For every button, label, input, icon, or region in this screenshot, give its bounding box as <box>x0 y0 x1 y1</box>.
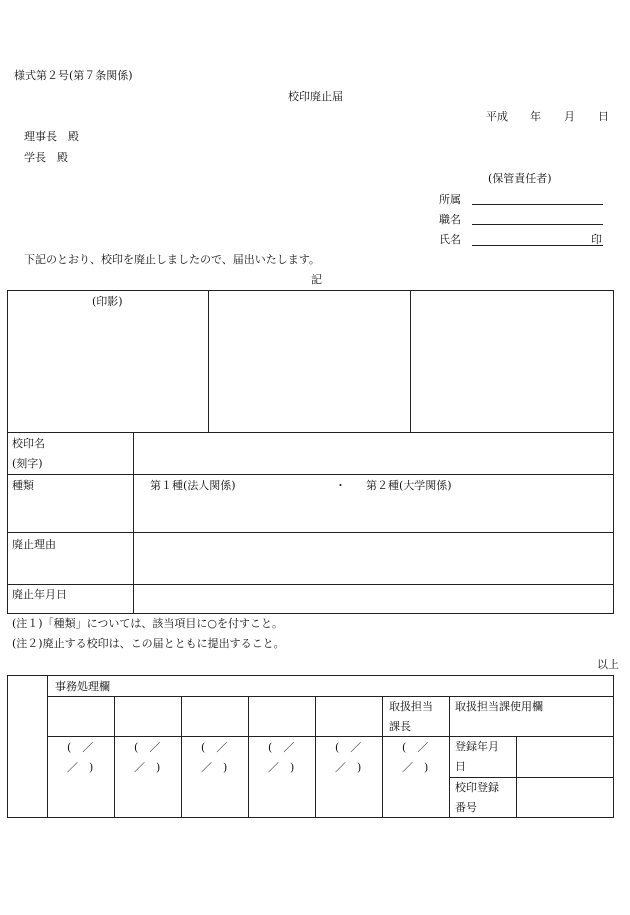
seal-name-field[interactable] <box>136 435 611 472</box>
registration-date-field[interactable] <box>519 739 611 775</box>
divider <box>7 432 614 433</box>
processing-title: 事務処理欄 <box>55 680 110 693</box>
abolition-date-label: 廃止年月日 <box>12 588 67 601</box>
divider <box>382 696 383 818</box>
approval-date-slot-1[interactable]: ( ／ ／ ) <box>67 741 94 774</box>
seal-name-label: 校印名 (刻字) <box>12 437 45 470</box>
addressee-chairman: 理事長 殿 <box>24 130 79 143</box>
handler-section-label: 取扱担当課使用欄 <box>455 700 543 713</box>
date-year: 年 <box>530 110 541 123</box>
divider <box>47 736 614 737</box>
divider <box>7 532 614 533</box>
custodian-heading: (保管責任者) <box>488 172 552 185</box>
type-separator: ・ <box>335 479 346 492</box>
divider <box>7 584 614 585</box>
name-field[interactable] <box>472 245 603 246</box>
addressee-president: 学長 殿 <box>24 151 68 164</box>
affiliation-field[interactable] <box>472 204 603 205</box>
approval-date-slot-3[interactable]: ( ／ ／ ) <box>201 741 228 774</box>
handler-chief-label: 取扱担当 課長 <box>389 700 433 733</box>
page-title: 校印廃止届 <box>288 90 343 103</box>
abolition-date-field[interactable] <box>136 587 611 612</box>
date-month: 月 <box>564 110 575 123</box>
type-option-2[interactable]: 第２種(大学関係) <box>366 479 452 492</box>
seal-impression-label: (印影) <box>92 295 123 308</box>
seal-impression-box-3[interactable] <box>413 293 611 430</box>
divider <box>410 290 411 432</box>
date-era: 平成 <box>486 110 508 123</box>
divider <box>315 696 316 818</box>
divider <box>248 696 249 818</box>
divider <box>114 696 115 818</box>
closing-text: 以上 <box>597 658 619 671</box>
form-number: 様式第２号(第７条関係) <box>14 69 133 82</box>
divider <box>516 736 517 818</box>
note-1: (注１)「種類」については、該当項目に○を付すこと。 <box>12 617 283 630</box>
approval-date-slot-2[interactable]: ( ／ ／ ) <box>134 741 161 774</box>
divider <box>7 474 614 475</box>
type-label: 種類 <box>12 479 34 492</box>
approval-date-slot-5[interactable]: ( ／ ／ ) <box>335 741 362 774</box>
approval-date-slot-6[interactable]: ( ／ ／ ) <box>402 741 429 774</box>
ki-heading: 記 <box>311 273 322 286</box>
seal-impression-box-2[interactable] <box>211 293 408 430</box>
reason-field[interactable] <box>136 535 611 582</box>
seal-registration-number-field[interactable] <box>519 780 611 816</box>
seal-registration-number-label: 校印登録 番号 <box>455 781 499 814</box>
type-option-1[interactable]: 第１種(法人関係) <box>150 479 236 492</box>
divider <box>181 696 182 818</box>
approval-date-slot-4[interactable]: ( ／ ／ ) <box>268 741 295 774</box>
affiliation-label: 所属 <box>439 193 461 206</box>
reason-label: 廃止理由 <box>12 538 56 551</box>
position-label: 職名 <box>439 213 461 226</box>
intro-text: 下記のとおり、校印を廃止しましたので、届出いたします。 <box>24 253 320 266</box>
note-2: (注２)廃止する校印は、この届とともに提出すること。 <box>12 637 285 650</box>
divider <box>208 290 209 432</box>
registration-date-label: 登録年月 日 <box>455 740 499 773</box>
divider <box>449 696 450 818</box>
name-label: 氏名 <box>439 233 461 246</box>
seal-impression-box-1[interactable] <box>10 310 206 430</box>
position-field[interactable] <box>472 224 603 225</box>
seal-mark: 印 <box>591 233 602 246</box>
divider <box>133 432 134 614</box>
date-day: 日 <box>598 110 609 123</box>
